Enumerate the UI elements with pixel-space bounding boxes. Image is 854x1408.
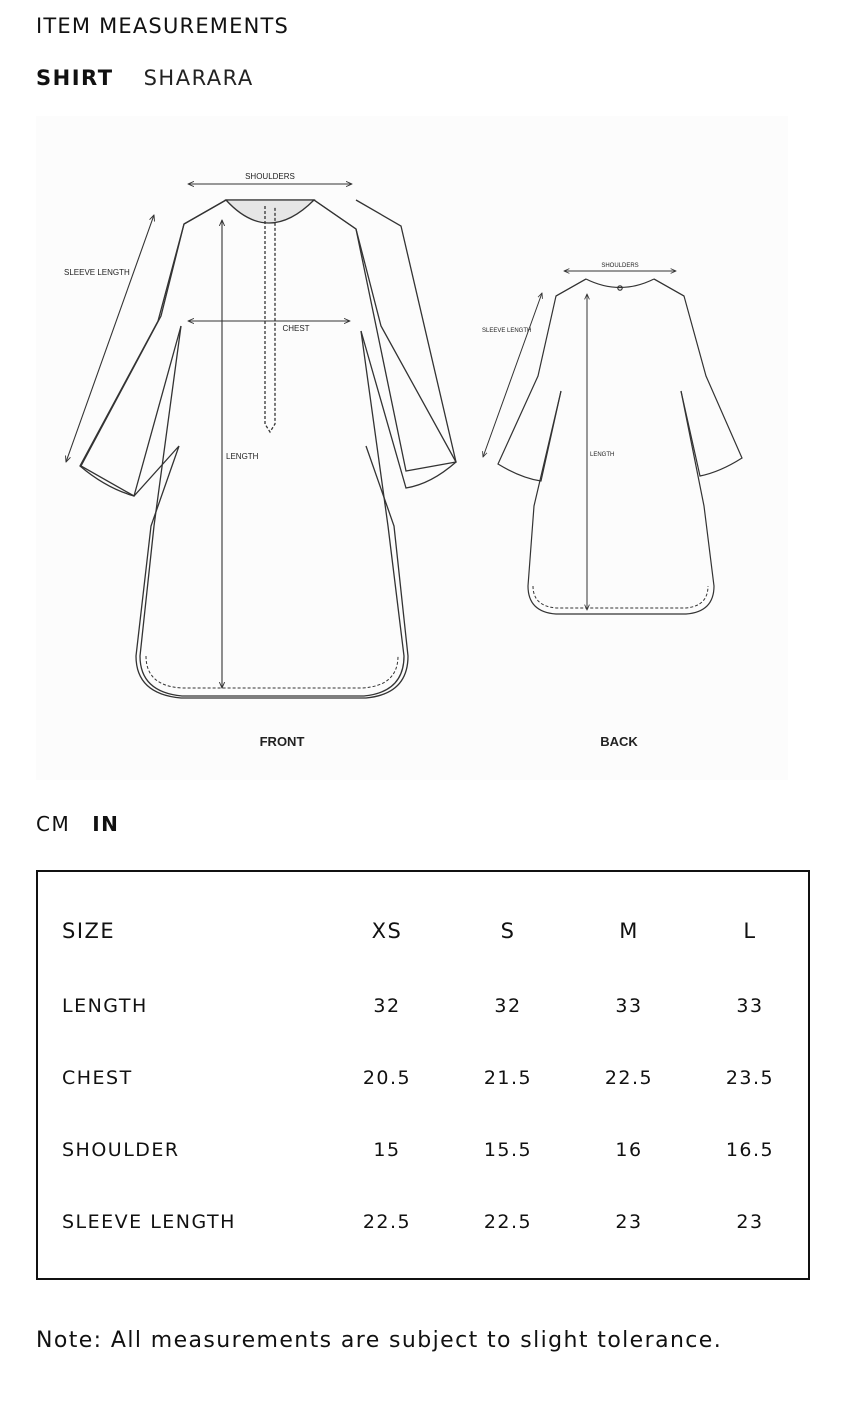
row-label: CHEST	[62, 1067, 133, 1089]
front-chest-label: CHEST	[282, 324, 310, 333]
unit-toggle	[36, 812, 119, 836]
table-row	[38, 1063, 808, 1093]
table-cell: 23	[736, 1211, 764, 1233]
table-header-cell: S	[500, 919, 516, 943]
table-cell: 16.5	[725, 1139, 775, 1161]
table-cell: 23.5	[725, 1067, 775, 1089]
page-title: ITEM MEASUREMENTS	[36, 14, 290, 38]
measurement-diagram	[36, 116, 788, 780]
back-caption: BACK	[600, 734, 638, 749]
row-label: SHOULDER	[62, 1139, 180, 1161]
table-cell: 22.5	[362, 1211, 412, 1233]
table-cell: 23	[615, 1211, 643, 1233]
unit-in-button[interactable]: IN	[92, 812, 120, 836]
row-label: SLEEVE LENGTH	[62, 1211, 236, 1233]
front-length-label: LENGTH	[226, 452, 259, 461]
back-measure-lines	[483, 271, 676, 610]
table-cell: 22.5	[483, 1211, 533, 1233]
table-cell: 32	[494, 995, 522, 1017]
table-cell: 15	[373, 1139, 401, 1161]
tab-shirt[interactable]: SHIRT	[36, 66, 114, 90]
back-sleeve-label: SLEEVE LENGTH	[482, 328, 532, 334]
garment-tabs	[36, 66, 254, 90]
table-row	[38, 991, 808, 1021]
table-row	[38, 1207, 808, 1237]
table-cell: 22.5	[604, 1067, 654, 1089]
front-measure-lines	[66, 184, 352, 688]
table-cell: 33	[736, 995, 764, 1017]
back-shoulders-label: SHOULDERS	[601, 263, 639, 269]
front-shoulders-label: SHOULDERS	[245, 172, 295, 181]
table-header-row	[38, 916, 808, 946]
table-cell: 15.5	[483, 1139, 533, 1161]
table-header-cell: XS	[371, 919, 403, 943]
table-cell: 16	[615, 1139, 643, 1161]
table-cell: 33	[615, 995, 643, 1017]
table-row	[38, 1135, 808, 1165]
table-cell: 21.5	[483, 1067, 533, 1089]
table-cell: 32	[373, 995, 401, 1017]
tolerance-note: Note: All measurements are subject to slight tolerance.	[36, 1328, 723, 1353]
unit-cm-button[interactable]: CM	[36, 812, 71, 836]
table-header-cell: SIZE	[62, 919, 116, 943]
front-garment-illustration	[80, 200, 456, 698]
row-label: LENGTH	[62, 995, 148, 1017]
table-cell: 20.5	[362, 1067, 412, 1089]
size-table	[36, 870, 810, 1280]
front-sleeve-label: SLEEVE LENGTH	[64, 268, 130, 277]
table-header-cell: M	[619, 919, 639, 943]
back-length-label: LENGTH	[590, 452, 615, 458]
back-garment-illustration	[498, 279, 742, 614]
front-caption: FRONT	[259, 734, 305, 749]
tab-sharara[interactable]: SHARARA	[143, 66, 254, 90]
table-header-cell: L	[743, 919, 757, 943]
